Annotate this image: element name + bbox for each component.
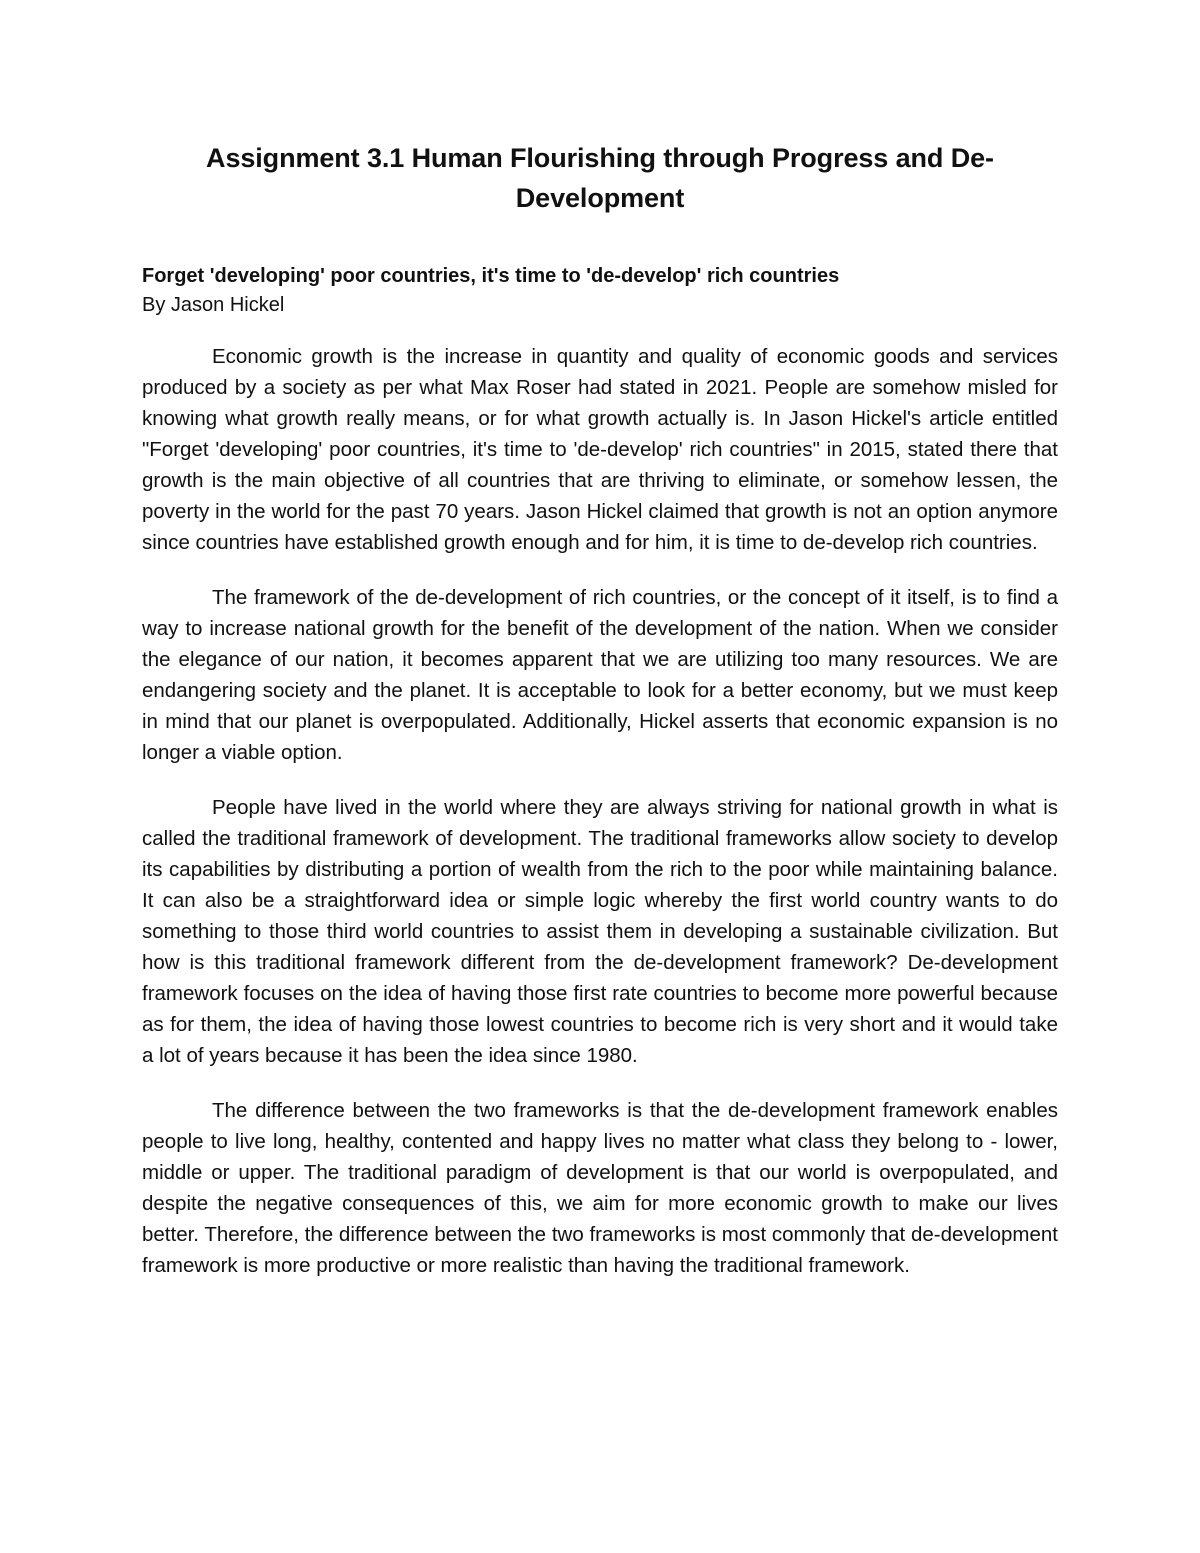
author-byline: By Jason Hickel [142, 294, 285, 316]
document-page [142, 138, 1058, 1281]
article-title: Forget 'developing' poor countries, it's time to 'de-develop' rich countries [142, 265, 840, 287]
document-title: Assignment 3.1 Human Flourishing through Progress and De-Development [206, 143, 994, 213]
body-paragraph-2: The framework of the de-development of rich countries, or the concept of it itself, is to find a way to increase national growth for the benefit of the development of the nation. When we consider the elegance of our nation, it becomes apparent that we are utilizing too many resources. We are endangering society and the planet. It is acceptable to look for a better economy, but we must keep in mind that our planet is overpopulated. Additionally, Hickel asserts that economic expansion is no longer a viable option. [142, 586, 1058, 764]
body-paragraph-3: People have lived in the world where they are always striving for national growth in what is called the traditional framework of development. The traditional frameworks allow society to develop its capabilities by distributing a portion of wealth from the rich to the poor while maintaining balance. It can also be a straightforward idea or simple logic whereby the first world country wants to do something to those third world countries to assist them in developing a sustainable civilization. But how is this traditional framework different from the de-development framework? De-development framework focuses on the idea of having those first rate countries to become more powerful because as for them, the idea of having those lowest countries to become rich is very short and it would take a lot of years because it has been the idea since 1980. [142, 796, 1058, 1067]
body-paragraph-4: The difference between the two frameworks is that the de-development framework enables people to live long, healthy, contented and happy lives no matter what class they belong to - lower, middle or upper. The traditional paradigm of development is that our world is overpopulated, and despite the negative consequences of this, we aim for more economic growth to make our lives better. Therefore, the difference between the two frameworks is most commonly that de-development framework is more productive or more realistic than having the traditional framework. [142, 1099, 1058, 1277]
body-paragraph-1: Economic growth is the increase in quantity and quality of economic goods and services produced by a society as per what Max Roser had stated in 2021. People are somehow misled for knowing what growth really means, or for what growth actually is. In Jason Hickel's article entitled "Forget 'developing' poor countries, it's time to 'de-develop' rich countries" in 2015, stated there that growth is the main objective of all countries that are thriving to eliminate, or somehow lessen, the poverty in the world for the past 70 years. Jason Hickel claimed that growth is not an option anymore since countries have established growth enough and for him, it is time to de-develop rich countries. [142, 345, 1058, 554]
